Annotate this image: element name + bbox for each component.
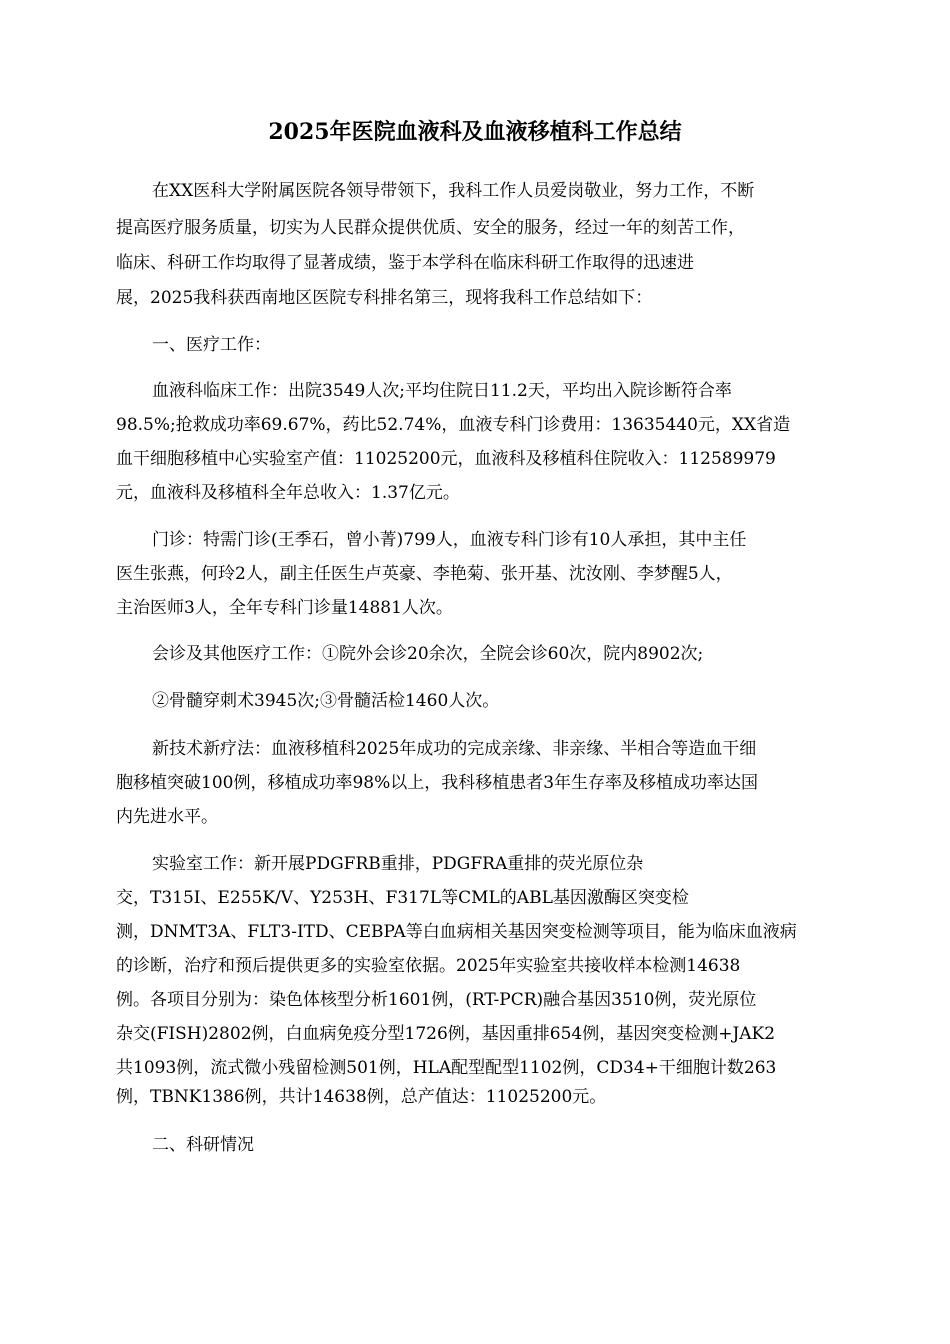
paragraph-line: 交，T315I、E255K/V、Y253H、F317L等CML的ABL基因激酶区突变检 [116,888,689,908]
paragraph-line: 内先进水平。 [116,807,218,827]
paragraph-line: 血干细胞移植中心实验室产值：11025200元，血液科及移植科住院收入：112589979 [116,449,776,469]
paragraph-line: 在XX医科大学附属医院各领导带领下，我科工作人员爱岗敬业，努力工作，不断 [152,181,755,201]
paragraph-line: 98.5%;抢救成功率69.67%，药比52.74%，血液专科门诊费用：13635440元，XX省造 [116,415,791,435]
paragraph-line: 新技术新疗法：血液移植科2025年成功的完成亲缘、非亲缘、半相合等造血干细 [152,739,757,759]
paragraph-line: 提高医疗服务质量，切实为人民群众提供优质、安全的服务，经过一年的刻苦工作， [116,218,745,238]
paragraph-line: 杂交(FISH)2802例，白血病免疫分型1726例，基因重排654例，基因突变检测+JAK2 [116,1024,776,1044]
section-heading: 二、科研情况 [152,1135,254,1155]
paragraph-line: 胞移植突破100例，移植成功率98%以上，我科移植患者3年生存率及移植成功率达国 [116,773,759,793]
paragraph-line: 门诊：特需门诊(王季石，曾小菁)799人，血液专科门诊有10人承担，其中主任 [152,530,747,550]
paragraph-line: 共1093例，流式微小残留检测501例，HLA配型配型1102例，CD34+干细胞计数263 [116,1058,777,1078]
section-heading: 一、医疗工作： [152,335,271,355]
paragraph-line: 主治医师3人，全年专科门诊量14881人次。 [116,598,453,618]
paragraph-line: 例。各项目分别为：染色体核型分析1601例，(RT-PCR)融合基因3510例，荧光原位 [116,990,757,1010]
paragraph-line: 会诊及其他医疗工作：①院外会诊20余次，全院会诊60次，院内8902次; [152,644,704,664]
paragraph-line: 血液科临床工作：出院3549人次;平均住院日11.2天，平均出入院诊断符合率 [152,381,732,401]
document-title: 2025年医院血液科及血液移植科工作总结 [268,119,682,145]
paragraph-line: 例，TBNK1386例，共计14638例，总产值达：11025200元。 [116,1087,607,1107]
paragraph-line: 实验室工作：新开展PDGFRB重排，PDGFRA重排的荧光原位杂 [152,854,644,874]
paragraph-line: 测，DNMT3A、FLT3-ITD、CEBPA等白血病相关基因突变检测等项目，能为临床血液病 [116,922,797,942]
paragraph-line: 的诊断，治疗和预后提供更多的实验室依据。2025年实验室共接收样本检测14638 [116,956,741,976]
paragraph-line: 医生张燕，何玲2人，副主任医生卢英豪、李艳菊、张开基、沈汝刚、李梦醒5人， [116,564,733,584]
paragraph-line: 展，2025我科获西南地区医院专科排名第三，现将我科工作总结如下： [116,288,653,308]
paragraph-line: ②骨髓穿刺术3945次;③骨髓活检1460人次。 [152,691,500,711]
paragraph-line: 元，血液科及移植科全年总收入：1.37亿元。 [116,483,460,503]
paragraph-line: 临床、科研工作均取得了显著成绩，鉴于本学科在临床科研工作取得的迅速进 [116,253,694,273]
